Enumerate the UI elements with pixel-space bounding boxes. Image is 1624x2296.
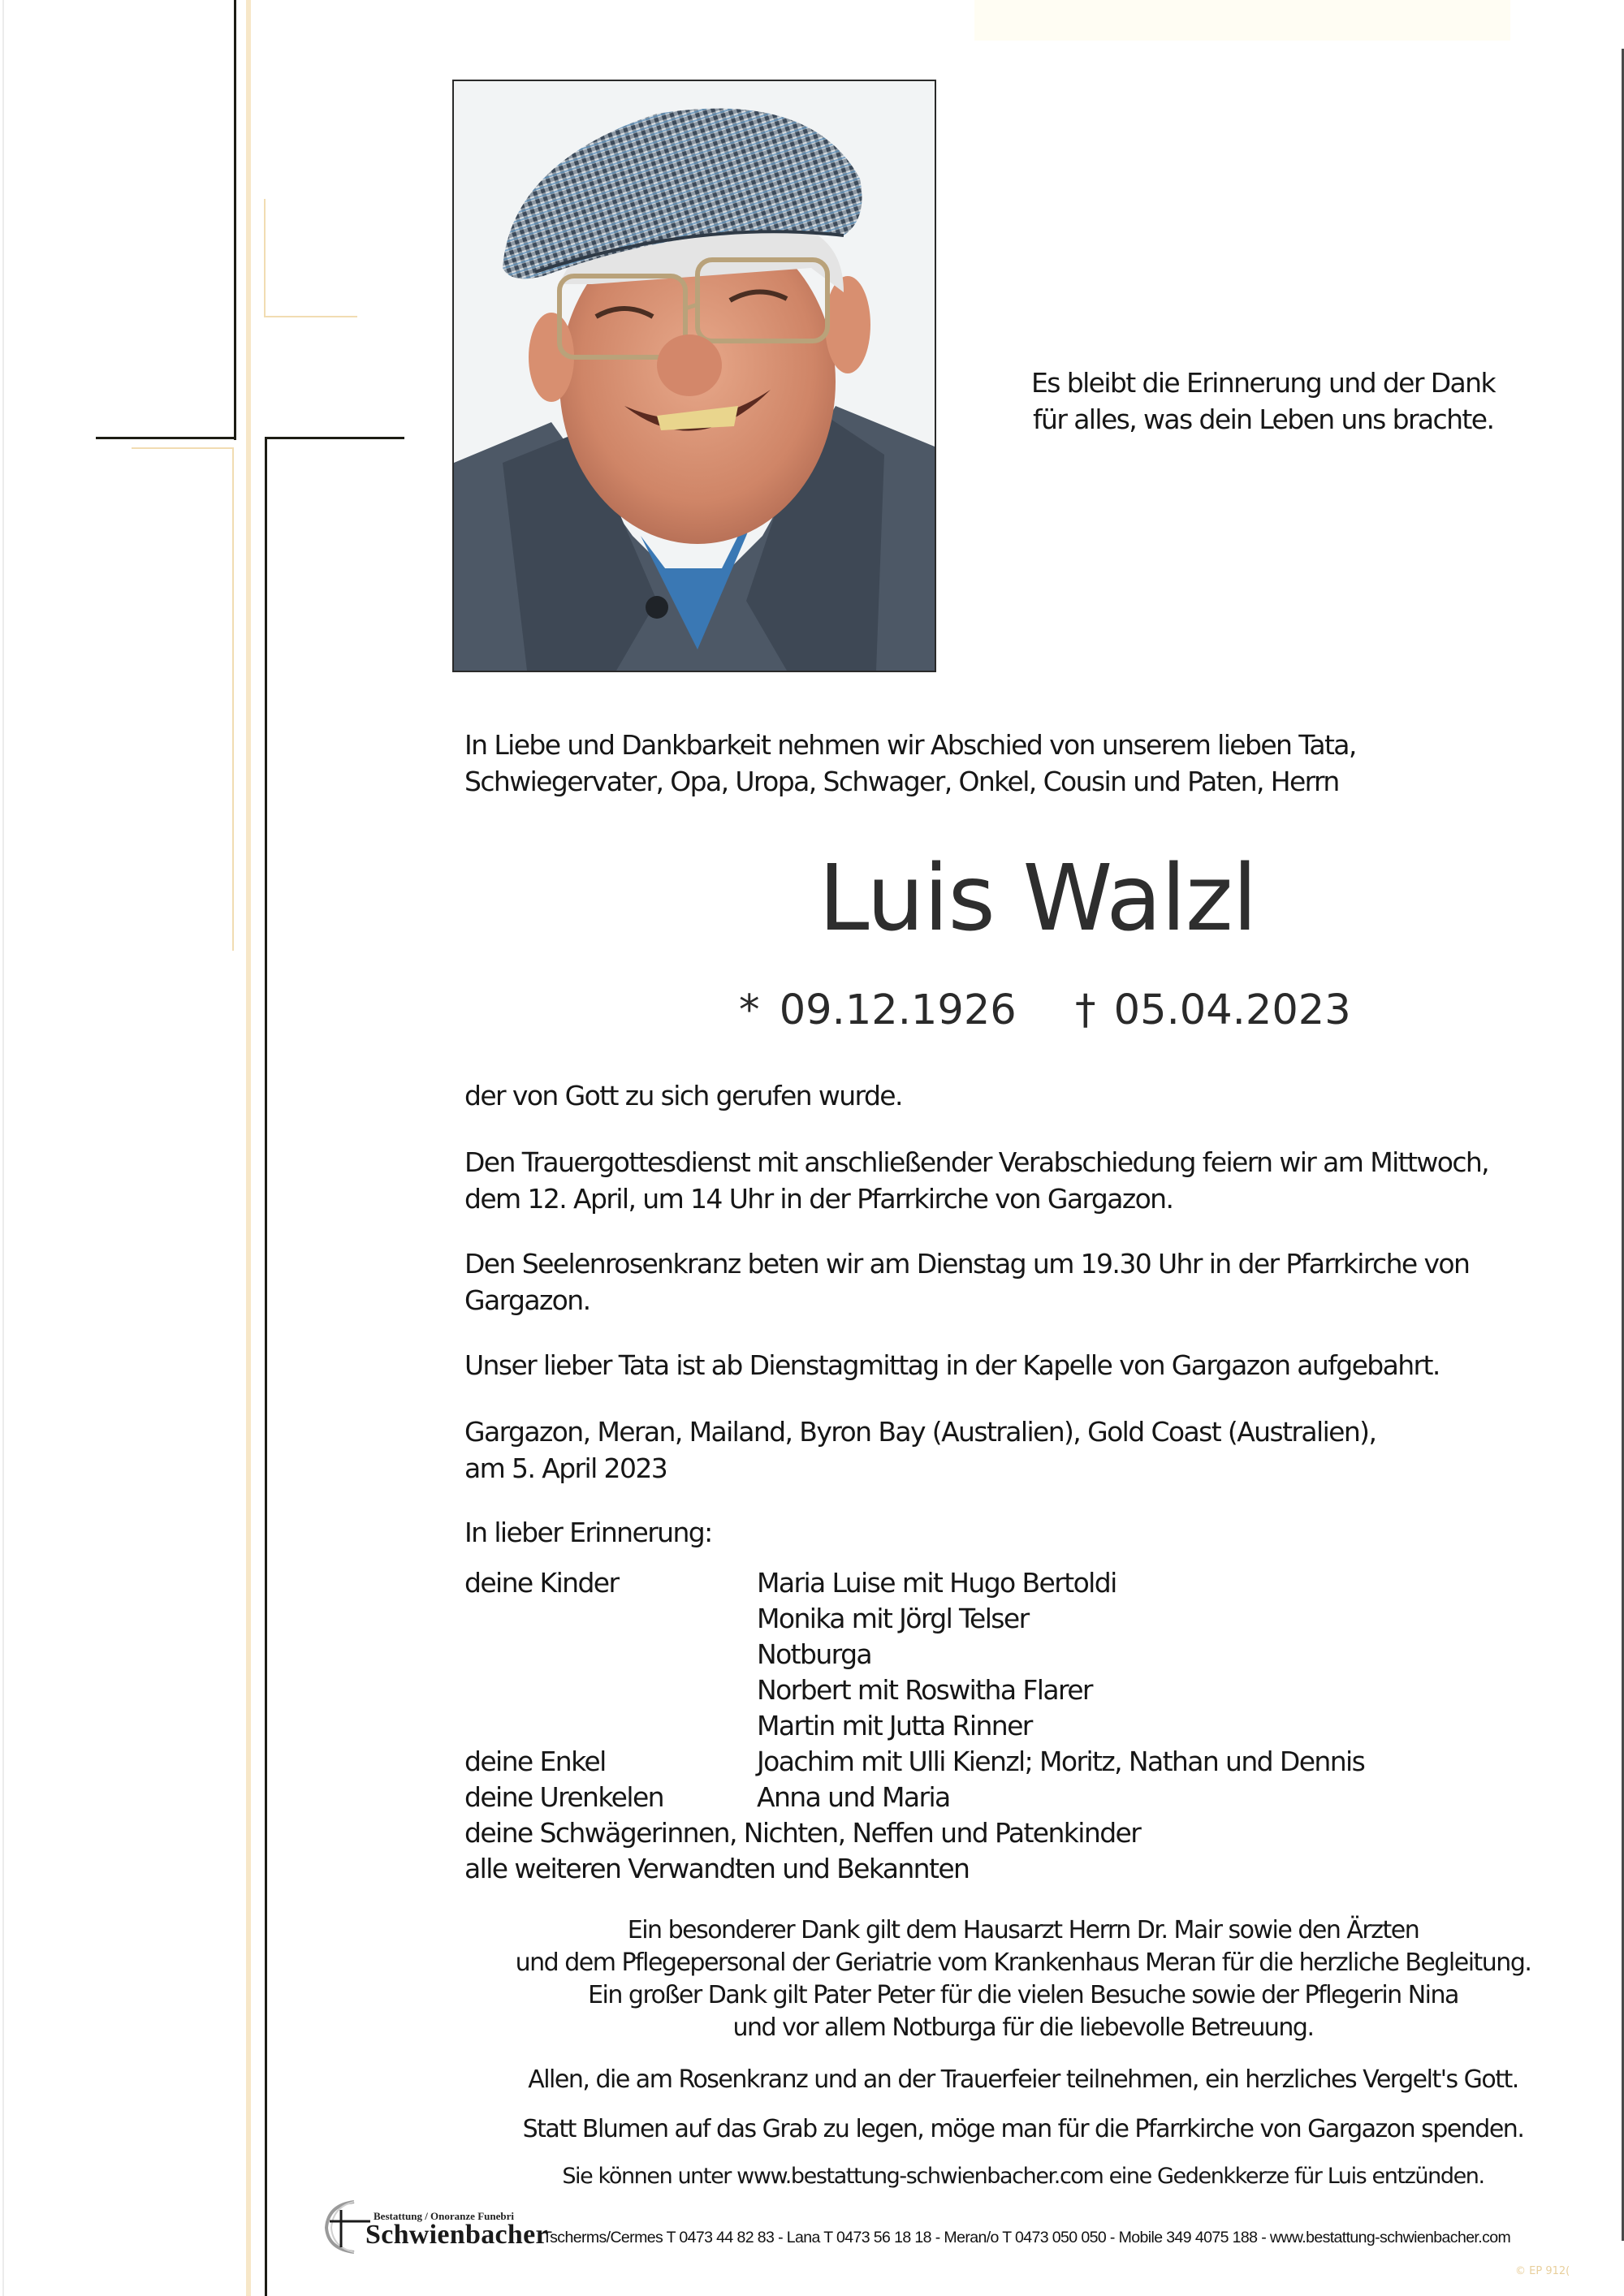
cross-gold-lower-left-arm (132, 447, 234, 449)
cross-gold-upper-right-arm (264, 316, 357, 317)
memory-heading: In lieber Erinnerung: (464, 1517, 712, 1548)
cross-black-right-arm (265, 437, 404, 439)
copyright-mark: © EP 912( (1515, 2265, 1570, 2277)
top-cream-band (974, 0, 1510, 41)
rosary-line-1: Den Seelenrosenkranz beten wir am Dienstag um 19.30 Uhr in der Pfarrkirche von (464, 1248, 1470, 1280)
relatives-names: Monika mit Jörgl Telser (757, 1603, 1029, 1634)
death-cross-icon: † (1074, 986, 1096, 1034)
thanks-line-1: Ein besonderer Dank gilt dem Hausarzt Herrn Dr. Mair sowie den Ärzten (627, 1916, 1419, 1944)
places-line-2: am 5. April 2023 (464, 1452, 667, 1484)
relatives-label: deine Enkel (464, 1746, 606, 1777)
thanks-line-2: und dem Pflegepersonal der Geriatrie vom Krankenhaus Meran für die herzliche Begleitung. (515, 1949, 1531, 1977)
cross-gold-upper-right-vertical (264, 199, 266, 317)
cross-gold-center-vertical (246, 0, 251, 2296)
portrait-illustration (454, 81, 935, 671)
cross-black-lower-vertical (265, 437, 267, 2296)
relatives-names: Anna und Maria (757, 1781, 950, 1813)
called-by-god-text: der von Gott zu sich gerufen wurde. (464, 1080, 902, 1111)
intro-line-2: Schwiegervater, Opa, Uropa, Schwager, Onkel, Cousin und Paten, Herrn (464, 766, 1339, 797)
rosary-line-2: Gargazon. (464, 1284, 590, 1316)
logo-subtitle: Bestattung / Onoranze Funebri (374, 2210, 514, 2222)
places-line-1: Gargazon, Meran, Mailand, Byron Bay (Australien), Gold Coast (Australien), (464, 1416, 1376, 1448)
thanks-line-4: und vor allem Notburga für die liebevolle Betreuung. (732, 2013, 1314, 2042)
footer-contact-info: Tscherms/Cermes T 0473 44 82 83 - Lana T 0473 56 18 18 - Meran/o T 0473 050 050 - Mobile 349 4075 188 - www.bestattung-schwienbacher.com (542, 2229, 1511, 2246)
service-line-2: dem 12. April, um 14 Uhr in der Pfarrkirche von Gargazon. (464, 1183, 1173, 1215)
laid-out-text: Unser lieber Tata ist ab Dienstagmittag in der Kapelle von Gargazon aufgebahrt. (464, 1349, 1440, 1381)
cross-gold-lower-left-vertical (232, 447, 234, 951)
relatives-label: deine Schwägerinnen, Nichten, Neffen und Patenkinder (464, 1817, 1141, 1849)
cross-black-left-arm (96, 437, 236, 439)
relatives-label: deine Kinder (464, 1567, 619, 1599)
quote-line-1: Es bleibt die Erinnerung und der Dank (1031, 367, 1495, 399)
life-dates (739, 986, 1351, 1034)
birth-date: 09.12.1926 (779, 986, 1017, 1034)
portrait-photo (452, 80, 936, 672)
relatives-names: Maria Luise mit Hugo Bertoldi (757, 1567, 1116, 1599)
deceased-name: Luis Walzl (818, 846, 1257, 952)
relatives-label: alle weiteren Verwandten und Bekannten (464, 1853, 970, 1884)
relatives-label: deine Urenkelen (464, 1781, 663, 1813)
flowers-donation-text: Statt Blumen auf das Grab zu legen, möge man für die Pfarrkirche von Gargazon spenden. (522, 2115, 1524, 2143)
thanks-line-3: Ein großer Dank gilt Pater Peter für die vielen Besuche sowie der Pflegerin Nina (588, 1981, 1458, 2009)
logo-name: Schwienbacher (365, 2220, 548, 2250)
logo-cross-icon (322, 2199, 370, 2255)
relatives-names: Joachim mit Ulli Kienzl; Moritz, Nathan und Dennis (757, 1746, 1365, 1777)
relatives-names: Notburga (757, 1638, 872, 1670)
cross-black-upper-vertical (234, 0, 236, 440)
memorial-candle-text: Sie können unter www.bestattung-schwienbacher.com eine Gedenkkerze für Luis entzünden. (562, 2164, 1484, 2189)
relatives-names: Martin mit Jutta Rinner (757, 1710, 1032, 1741)
relatives-names: Norbert mit Roswitha Flarer (757, 1674, 1092, 1706)
intro-line-1: In Liebe und Dankbarkeit nehmen wir Abschied von unserem lieben Tata, (464, 729, 1356, 761)
quote-line-2: für alles, was dein Leben uns brachte. (1033, 404, 1494, 435)
thanks-block (455, 1914, 1592, 2044)
death-date: 05.04.2023 (1113, 986, 1351, 1034)
vergelts-gott-text: Allen, die am Rosenkranz und an der Trauerfeier teilnehmen, ein herzliches Vergelt's Gott. (528, 2065, 1518, 2094)
birth-asterisk-icon: * (739, 986, 760, 1034)
left-edge-line (2, 0, 4, 2296)
service-line-1: Den Trauergottesdienst mit anschließender Verabschiedung feiern wir am Mittwoch, (464, 1146, 1489, 1178)
